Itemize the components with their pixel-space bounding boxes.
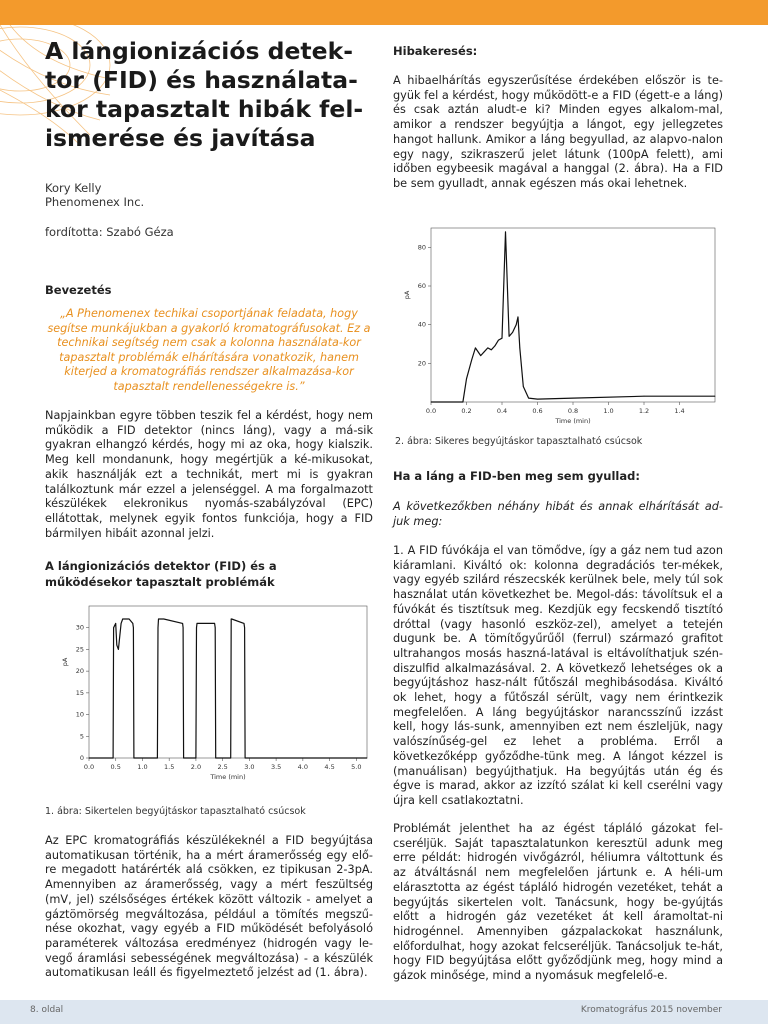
- x-tick-label: 1.2: [638, 407, 650, 415]
- y-tick-label: 80: [417, 243, 426, 252]
- data-point: [183, 758, 184, 759]
- data-point: [113, 627, 114, 628]
- x-tick-label: 0.4: [496, 407, 508, 415]
- data-point: [484, 351, 485, 352]
- x-tick-label: 0.0: [425, 407, 437, 415]
- x-tick-label: 4.5: [324, 763, 335, 771]
- data-point: [215, 627, 216, 628]
- data-point: [196, 758, 197, 759]
- x-tick-label: 0.8: [567, 407, 579, 415]
- data-point: [502, 338, 503, 339]
- page-number: 8. oldal: [30, 1005, 64, 1015]
- x-tick-label: 1.0: [603, 407, 614, 415]
- data-point: [215, 758, 216, 759]
- data-point: [715, 396, 716, 397]
- data-point: [231, 619, 232, 620]
- data-point: [644, 396, 645, 397]
- data-point: [115, 623, 116, 624]
- x-tick-label: 5.0: [351, 763, 362, 771]
- y-tick-label: 0: [79, 754, 84, 762]
- data-point: [509, 336, 510, 337]
- x-tick-label: 0.2: [461, 407, 472, 415]
- x-tick-label: 3.0: [244, 763, 255, 771]
- data-point: [528, 398, 529, 399]
- data-point: [498, 340, 499, 341]
- data-point: [182, 623, 183, 624]
- figure1-caption: 1. ábra: Sikertelen begyújtáskor tapasztalható csúcsok: [45, 806, 306, 817]
- data-point: [116, 645, 117, 646]
- data-point: [519, 347, 520, 348]
- section2-heading: Ha a láng a FID-ben meg sem gyullad:: [393, 469, 640, 483]
- data-point: [113, 758, 114, 759]
- data-point: [505, 231, 506, 232]
- data-point: [197, 623, 198, 624]
- series-line: [89, 619, 367, 758]
- x-tick-label: 0.6: [532, 407, 543, 415]
- x-axis-label: Time (min): [555, 417, 591, 425]
- figure1-chart: [55, 598, 375, 783]
- header-accent-bar: [0, 0, 768, 25]
- data-point: [126, 619, 127, 620]
- footer-bar: [0, 1000, 768, 1024]
- data-point: [514, 328, 515, 329]
- section2-paragraph1: 1. A FID fúvókája el van tömődve, így a gáz nem tud azon kiáramlani. Kiváltó ok: kolonna degradációs ter-mékek, vagy egyéb szilárd részecskék kerülnek bele, mely túl sok használat után következhet be. Megol-dás: távolítsuk el a fúvókát és tisztítsuk meg. Kezdjük egy fecskendő tisztító dróttal (vagy hasonló eszköz-zel), amelyet a tetején dugunk be. A tömítőgyűrűől (ferrul) származó grafitot ultrahangos mosás haszná-latával is eltávolíthatjuk szén-diszulfid alkalmazásával. 2. A következő lehetséges ok a begyújtáshoz hasz-nált fűtőszál meghibásodása. Kiváltó ok lehet, hogy a fűtőszál sérült, vagy nem érintkezik megfelelően. A láng begyújtáskor narancsszínű izzást kell, hogy lás-sunk, amennyiben ezt nem észleljük, nagy valószínűség-gel ez lehet a probléma. Erről a következőképp győződhe-tünk meg. A lángot kézzel is (manuálisan) begyújthatjuk. Ha begyújtás után ég és égve is marad, akkor az izzító szálat ki kell cserélni vagy újra kell csatlakoztatni.: [393, 544, 723, 807]
- figure2-chart: [393, 222, 723, 432]
- data-point: [133, 627, 134, 628]
- data-point: [214, 623, 215, 624]
- author-name: Kory Kelly: [45, 181, 102, 195]
- y-tick-label: 60: [417, 282, 426, 290]
- section2-intro: A következőkben néhány hibát és annak elhárítását ad-juk meg:: [393, 500, 723, 528]
- data-point: [573, 398, 574, 399]
- data-point: [196, 627, 197, 628]
- data-point: [512, 332, 513, 333]
- figure2-caption: 2. ábra: Sikeres begyújtáskor tapasztalható csúcsok: [395, 436, 643, 447]
- data-point: [118, 649, 119, 650]
- data-point: [487, 347, 488, 348]
- y-tick-label: 20: [417, 359, 426, 368]
- section1-paragraph: Az EPC kromatográfiás készülékeknél a FID begyújtása automatikusan történik, ha a mért áramerősség egy elő-re megadott határérték alá csökken, ez tipikusan 2-3pA. Amennyiben az áramerősség, vagy a mért feszültség (mV, jel) szélsőséges értékek között változik - amelyet a gáztömörség megváltozása, például a tömítés megszű-nése okozhat, vagy egyéb a FID működését befolyásoló paraméterek változása eredményez (hidrogén vagy le-vegő áramlási sebességének megváltozása) - a készülék automatikusan leáll és figyelmeztető jelzést ad (1. ábra).: [45, 834, 373, 980]
- y-tick-label: 25: [75, 645, 84, 654]
- data-point: [158, 627, 159, 628]
- x-axis-label: Time (min): [210, 773, 246, 781]
- section2-paragraph2: Problémát jelenthet ha az égést tápláló gázokat fel-cseréljük. Saját tapasztalatunkon keresztül adunk meg erre példát: hidrogén vivőgázról, héliumra váltottunk és az átváltásnál nem megfelelően jártunk e. A héli-um elárasztotta az égést tápláló hidrogén vezetéket, tehát a begyújtás sikertelen volt. Tanácsunk, hogy be-gyújtás előtt a hidrogén gáz vezetéket át kell áramoltat-ni hidrogénnel. Amennyiben gázpalackokat használunk, előfordulhat, hogy azokat felcseréljük. Tanácsoljuk te-hát, hogy FID begyújtása előtt győződjünk meg, hogy mind a gázok minősége, mind a nyomásuk megfelelő-e.: [393, 822, 723, 983]
- data-point: [244, 627, 245, 628]
- data-point: [163, 619, 164, 620]
- data-point: [122, 619, 123, 620]
- data-point: [160, 619, 161, 620]
- data-point: [516, 324, 517, 325]
- series-line: [431, 232, 715, 402]
- data-point: [121, 623, 122, 624]
- x-tick-label: 1.5: [164, 763, 175, 771]
- journal-name: Kromatográfus 2015 november: [580, 1005, 722, 1015]
- x-tick-label: 2.0: [190, 763, 202, 771]
- data-point: [183, 627, 184, 628]
- data-point: [431, 402, 432, 403]
- y-tick-label: 20: [75, 667, 84, 676]
- data-point: [158, 619, 159, 620]
- intro-paragraph: Napjainkban egyre többen teszik fel a kérdést, hogy nem működik a FID detektor (nincs láng), vagy a má-sik gyakran elhangzó kérdés, hogy mi az oka, hogy kialszik. Meg kell mondanunk, hogy megértjük a ké-mikusokat, akik használják ezt a technikát, mert mi is gyakran találkoztunk már ezzel a jelenséggel. A ma forgalmazott készülékek elekronikus nyomás-szabályzóval (EPC) ellátottak, melynek egyik fontos funkciója, hogy a FID bármilyen hibáit azonnal jelzi.: [45, 409, 373, 540]
- y-axis-label: pA: [403, 290, 411, 300]
- data-point: [463, 402, 464, 403]
- article-title: A lángionizációs detek-tor (FID) és használata-kor tapasztalt hibák fel-ismerése és javítása: [45, 37, 364, 152]
- data-point: [491, 349, 492, 350]
- x-tick-label: 0.0: [83, 763, 95, 771]
- x-tick-label: 2.5: [217, 763, 228, 771]
- y-tick-label: 10: [75, 710, 84, 719]
- intro-heading: Bevezetés: [45, 283, 112, 297]
- data-point: [89, 758, 90, 759]
- data-point: [475, 347, 476, 348]
- plot-frame: [89, 606, 367, 758]
- data-point: [537, 399, 538, 400]
- data-point: [495, 346, 496, 347]
- data-point: [244, 623, 245, 624]
- x-tick-label: 4.0: [297, 763, 309, 771]
- translator: fordította: Szabó Géza: [45, 225, 174, 239]
- y-tick-label: 15: [75, 688, 84, 697]
- troubleshooting-heading: Hibakeresés:: [393, 44, 478, 58]
- x-tick-label: 1.4: [674, 407, 685, 415]
- data-point: [132, 623, 133, 624]
- x-tick-label: 1.0: [137, 763, 148, 771]
- y-axis-label: pA: [61, 657, 69, 667]
- plot-frame: [431, 228, 715, 402]
- x-tick-label: 0.5: [110, 763, 121, 771]
- data-point: [157, 758, 158, 759]
- data-point: [134, 758, 135, 759]
- data-point: [245, 758, 246, 759]
- data-point: [367, 758, 368, 759]
- y-tick-label: 5: [79, 732, 84, 741]
- data-point: [230, 758, 231, 759]
- data-point: [518, 317, 519, 318]
- section1-heading: A lángionizációs detektor (FID) és a működésekor tapasztalt problémák: [45, 559, 277, 589]
- y-tick-label: 40: [417, 320, 426, 329]
- data-point: [480, 355, 481, 356]
- intro-quote: „A Phenomenex techikai csoportjának feladata, hogy segítse munkájukban a gyakorló kromatográfusokat. Ez a technikai segítség nem csak a kolonna használata-kor tapasztalt problémák elhárítására vonatkozik, hanem kiterjed a kromatográfiás rendszer alkalmazása-kor tapasztalt rendellenességekre is.”: [47, 307, 371, 393]
- author-company: Phenomenex Inc.: [45, 195, 145, 209]
- troubleshooting-paragraph: A hibaelhárítás egyszerűsítése érdekében először is te-gyük fel a kérdést, hogy működött-e a FID (égett-e a láng) és csak aztán aludt-e ki? Minden egyes alkalom-mal, amikor a rendszer begyújtja a lángot, egy jellegzetes hangot hallunk. Amikor a láng begyullad, az alapvo-nalon egy nagy, szikraszerű jelet látunk (100pA felett), ami időben egybeesik magával a hanggal (2. ábra). Ha a FID be sem gyulladt, annak egészen más okai lehetnek.: [393, 74, 723, 190]
- data-point: [471, 359, 472, 360]
- data-point: [523, 386, 524, 387]
- data-point: [466, 378, 467, 379]
- data-point: [302, 758, 303, 759]
- x-tick-label: 3.5: [270, 763, 282, 771]
- y-tick-label: 30: [75, 623, 84, 632]
- data-point: [129, 619, 130, 620]
